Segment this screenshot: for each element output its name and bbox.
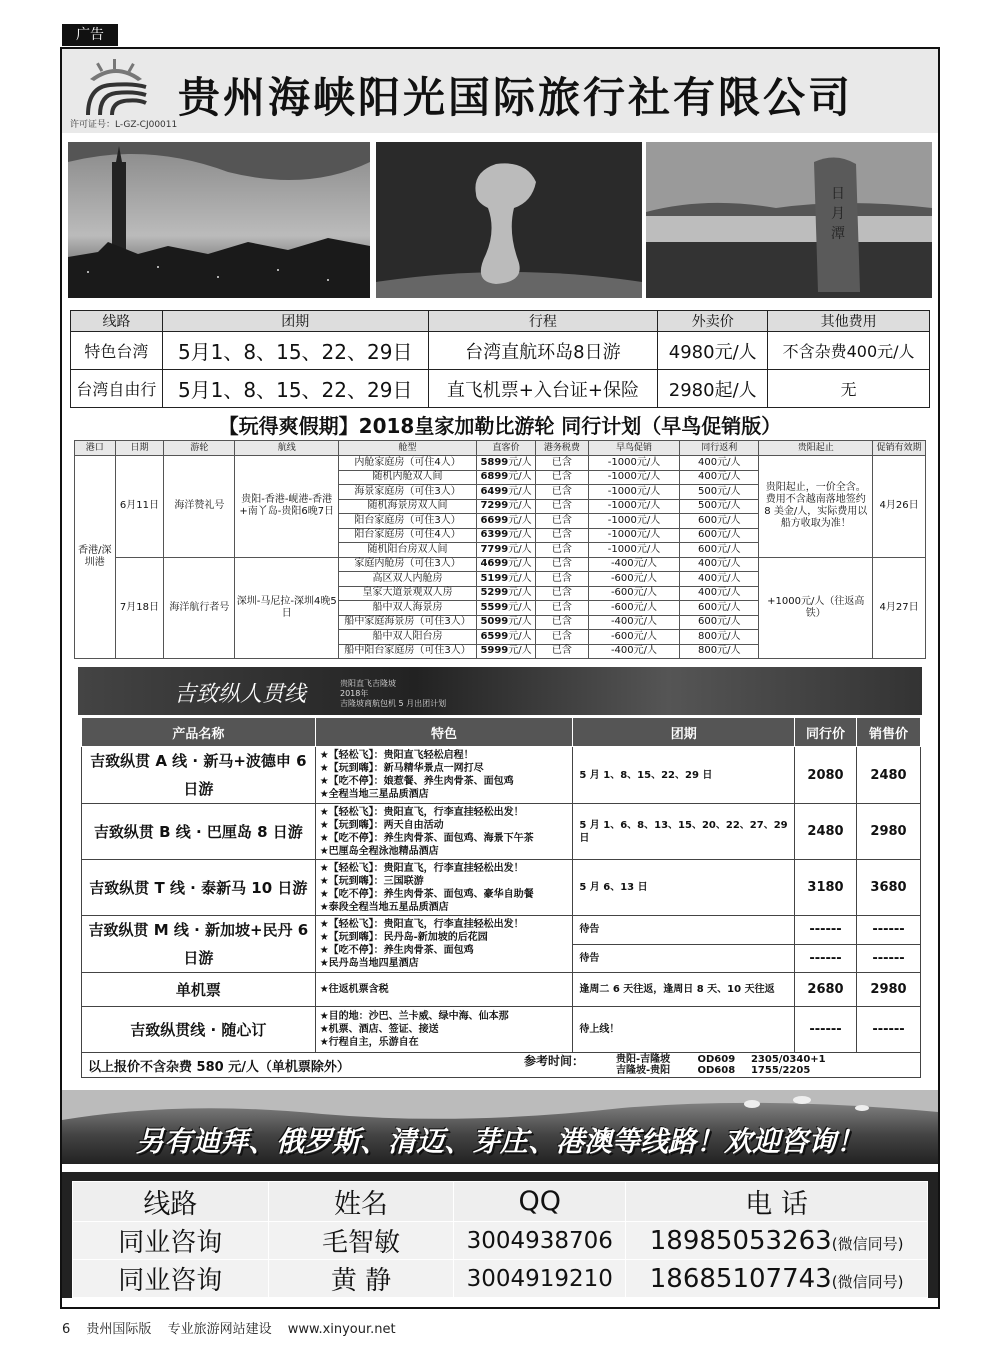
promo-cell: -1000元/人 [588, 470, 679, 485]
cabin-cell: 皇家大道景观双人房 [339, 586, 477, 601]
peer-price: 2080 [795, 747, 857, 804]
promo-cell: -400元/人 [588, 644, 679, 659]
queens-head-rock-photo [376, 142, 642, 298]
price-cell [477, 514, 536, 529]
promo-cell: -400元/人 [588, 615, 679, 630]
col-header: 团期 [573, 718, 795, 747]
product-name: 吉致纵贯 B 线 · 巴厘岛 8 日游 [82, 804, 316, 860]
rebate-cell: 400元/人 [680, 586, 759, 601]
sale-price: ------ [857, 944, 921, 973]
cabin-cell: 内舱家庭房（可住4人） [339, 456, 477, 471]
date-cell: 6月11日 [115, 456, 164, 558]
cabin-cell: 海景家庭房（可住3人） [339, 485, 477, 500]
feature-line: ★【吃不停】：养生肉骨茶、面包鸡、海景下午茶 [319, 832, 534, 844]
price-value: 5299 [480, 587, 509, 599]
footer-url[interactable]: www.xinyour.net [287, 1322, 396, 1337]
guiyang-note-cell: 贵阳起止，一价全含。费用不含越南落地签约 8 美金/人，实际费用以船方收取为准！ [759, 456, 873, 558]
price-cell [477, 528, 536, 543]
contact-table [72, 1181, 928, 1298]
sale-price: 2980 [857, 973, 921, 1007]
tax-cell: 已含 [536, 557, 589, 572]
product-dates: 5 月 1、6、8、13、15、20、22、27、29 日 [573, 804, 795, 860]
tax-cell: 已含 [536, 615, 589, 630]
flight-time: 2305/0340+1 [750, 1054, 826, 1065]
price-value: 4699 [480, 558, 509, 570]
tax-cell: 已含 [536, 601, 589, 616]
promo-cell: -400元/人 [588, 557, 679, 572]
ad-tag: 广告 [62, 24, 118, 46]
col-header: 港口 [75, 441, 116, 456]
feature-line: ★【玩到嗨】：两天自由活动 [319, 819, 444, 831]
contact-phone[interactable]: 18985053263 [649, 1225, 832, 1256]
feature-line: ★【轻松飞】：贵阳直飞，行李直挂轻松出发！ [319, 862, 524, 874]
rebate-cell: 600元/人 [680, 528, 759, 543]
contact-name: 毛智敏 [268, 1222, 454, 1260]
feature-line: ★目的地：沙巴、兰卡威、绿中海、仙本那 [319, 1011, 509, 1022]
price-cell [477, 543, 536, 558]
product-name: 吉致纵贯 T 线 · 泰新马 10 日游 [82, 860, 316, 916]
product-features [315, 747, 573, 804]
promo-cell: -1000元/人 [588, 499, 679, 514]
promo-cell: -1000元/人 [588, 514, 679, 529]
flight-time: 1755/2205 [750, 1065, 811, 1076]
price-cell [477, 586, 536, 601]
rebate-cell: 400元/人 [680, 572, 759, 587]
taiwan-price-table [70, 310, 930, 408]
peer-price: 2480 [795, 804, 857, 860]
feature-line: ★民丹岛当地四星酒店 [319, 958, 419, 969]
price-cell [477, 644, 536, 659]
sale-price: ------ [857, 916, 921, 945]
rebate-cell: 400元/人 [680, 557, 759, 572]
price-unit: 元/人 [508, 514, 532, 526]
feature-line: ★【玩到嗨】：民丹岛-新加坡的后花园 [319, 932, 488, 943]
tax-cell: 已含 [536, 528, 589, 543]
tax-cell: 已含 [536, 543, 589, 558]
cabin-cell: 船中阳台家庭房（可住3人） [339, 644, 477, 659]
surcharge-note: 以上报价不含杂费 580 元/人（单机票除外） [88, 1060, 350, 1075]
contact-phone-cell [626, 1260, 928, 1298]
rebate-cell: 400元/人 [680, 470, 759, 485]
cruise-table [74, 440, 926, 659]
table-row [82, 860, 921, 916]
feature-line: ★往返机票含税 [319, 984, 389, 995]
price-cell: 4980元/人 [658, 332, 768, 370]
tax-cell: 已含 [536, 644, 589, 659]
col-header: QQ [454, 1182, 626, 1222]
peer-price: 3180 [795, 860, 857, 916]
price-cell [477, 485, 536, 500]
rebate-cell: 500元/人 [680, 499, 759, 514]
price-cell [477, 557, 536, 572]
footer-tagline: 专业旅游网站建设 [167, 1322, 272, 1337]
feature-line: ★全程当地三星品质酒店 [319, 789, 429, 800]
svg-text:潭: 潭 [831, 226, 845, 242]
tax-cell: 已含 [536, 572, 589, 587]
cabin-cell: 阳台家庭房（可住3人） [339, 514, 477, 529]
product-features [315, 1007, 573, 1053]
rebate-cell: 800元/人 [680, 630, 759, 645]
col-header: 日期 [115, 441, 164, 456]
trip-cell: 直飞机票+入台证+保险 [428, 370, 658, 408]
product-name: 吉致纵贯 M 线 · 新加坡+民丹 6 日游 [82, 916, 316, 973]
flight-row [616, 1054, 826, 1065]
feature-line: ★【轻松飞】：贵阳直飞，行李直挂轻松出发！ [319, 919, 524, 930]
col-header: 特色 [315, 718, 573, 747]
peer-price: 2680 [795, 973, 857, 1007]
header [62, 49, 938, 133]
price-unit: 元/人 [508, 601, 532, 613]
price-cell [477, 499, 536, 514]
feature-line: ★【玩到嗨】：三国联游 [319, 875, 424, 887]
feature-line: ★【吃不停】：养生肉骨茶、面包鸡 [319, 945, 474, 956]
contact-phone-cell [626, 1222, 928, 1260]
price-cell [477, 572, 536, 587]
cabin-cell: 随机海景房双人间 [339, 499, 477, 514]
price-value: 6599 [480, 630, 509, 642]
contact-qq[interactable]: 3004938706 [454, 1222, 626, 1260]
slogan-text: 另有迪拜、俄罗斯、清迈、芽庄、港澳等线路！欢迎咨询！ [135, 1125, 864, 1158]
col-header: 线路 [71, 311, 163, 332]
tax-cell: 已含 [536, 586, 589, 601]
rebate-cell: 600元/人 [680, 615, 759, 630]
sale-price: 2480 [857, 747, 921, 804]
other-fee-cell: 无 [768, 370, 930, 408]
flight-route: 贵阳-吉隆坡 [616, 1054, 671, 1065]
taipei-101-skyline-photo [68, 142, 370, 298]
table-row [82, 804, 921, 860]
table-header-row [71, 311, 930, 332]
promo-cell: -600元/人 [588, 572, 679, 587]
promo-cell: -1000元/人 [588, 485, 679, 500]
col-header: 产品名称 [82, 718, 316, 747]
price-value: 5199 [480, 572, 509, 584]
product-dates: 待告 [573, 944, 795, 973]
table-header-row [75, 441, 926, 456]
rebate-cell: 600元/人 [680, 543, 759, 558]
price-value: 5599 [480, 601, 509, 613]
product-table [81, 717, 921, 1053]
price-cell [477, 470, 536, 485]
other-fee-cell: 不含杂费400元/人 [768, 332, 930, 370]
sale-price: ------ [857, 1007, 921, 1053]
product-dates: 5 月 1、8、15、22、29 日 [573, 747, 795, 804]
col-header: 电 话 [626, 1182, 928, 1222]
tax-cell: 已含 [536, 470, 589, 485]
price-value: 5999 [480, 645, 509, 657]
col-header: 直客价 [477, 441, 536, 456]
product-features [315, 860, 573, 916]
promo-cell: -600元/人 [588, 630, 679, 645]
feature-line: ★巴厘岛全程泳池精品酒店 [319, 845, 439, 857]
promo-cell: -600元/人 [588, 586, 679, 601]
feature-line: ★泰段全程当地五星品质酒店 [319, 901, 449, 913]
ship-cell: 海洋赞礼号 [164, 456, 235, 558]
col-header: 行程 [428, 311, 658, 332]
price-value: 6699 [480, 514, 509, 526]
page-footer [62, 1318, 408, 1337]
edition-name: 贵州国际版 [86, 1322, 152, 1337]
dates-cell: 5月1、8、15、22、29日 [162, 332, 428, 370]
cabin-cell: 家庭内舱房（可住3人） [339, 557, 477, 572]
col-header: 线路 [73, 1182, 269, 1222]
col-header: 销售价 [857, 718, 921, 747]
feature-line: ★【轻松飞】：贵阳直飞轻松启程！ [319, 750, 474, 761]
col-header: 同行返利 [680, 441, 759, 456]
col-header: 姓名 [268, 1182, 454, 1222]
col-header: 团期 [162, 311, 428, 332]
price-unit: 元/人 [508, 543, 532, 555]
cabin-cell: 船中双人海景房 [339, 601, 477, 616]
route-cell: 贵阳-香港-岘港-香港+南丫岛-贵阳6晚7日 [235, 456, 339, 558]
product-dates: 逢周二 6 天往返，逢周日 8 天、10 天往返 [573, 973, 795, 1007]
promo-cell: -600元/人 [588, 601, 679, 616]
table-row [82, 973, 921, 1007]
date-cell: 7月18日 [115, 557, 164, 659]
cabin-cell: 随机内舱双人间 [339, 470, 477, 485]
table-row [82, 916, 921, 945]
col-header: 外卖价 [658, 311, 768, 332]
peer-price: ------ [795, 916, 857, 945]
col-header: 同行价 [795, 718, 857, 747]
price-unit: 元/人 [508, 558, 532, 570]
sale-price: 3680 [857, 860, 921, 916]
price-unit: 元/人 [508, 587, 532, 599]
peer-price: ------ [795, 1007, 857, 1053]
cabin-cell: 船中家庭海景房（可住3人） [339, 615, 477, 630]
table-row [82, 1007, 921, 1053]
tax-cell: 已含 [536, 630, 589, 645]
cabin-cell: 高区双人内舱房 [339, 572, 477, 587]
contact-qq[interactable]: 3004919210 [454, 1260, 626, 1298]
banner-subtitle-line: 吉隆坡商航包机 5 月出团计划 [340, 699, 447, 708]
feature-line: ★【轻松飞】：贵阳直飞，行李直挂轻松出发！ [319, 806, 524, 818]
col-header: 早鸟促销 [588, 441, 679, 456]
price-unit: 元/人 [508, 630, 532, 642]
price-value: 5099 [480, 616, 509, 628]
product-dates: 待上线！ [573, 1007, 795, 1053]
feature-line: ★行程自主，乐游自在 [319, 1037, 419, 1048]
price-cell [477, 615, 536, 630]
price-unit: 元/人 [508, 616, 532, 628]
product-name: 吉致纵贯 A 线 · 新马+波德申 6 日游 [82, 747, 316, 804]
rebate-cell: 400元/人 [680, 456, 759, 471]
contact-line: 同业咨询 [73, 1222, 269, 1260]
table-header-row [73, 1182, 928, 1222]
price-unit: 元/人 [508, 485, 532, 497]
col-header: 其他费用 [768, 311, 930, 332]
guiyang-note-cell: +1000元/人（往返高铁） [759, 557, 873, 659]
license-number: 许可证号：L-GZ-CJ00011 [70, 120, 178, 130]
table-row [71, 332, 930, 370]
sun-wave-logo-icon [80, 57, 152, 117]
table-row [73, 1222, 928, 1260]
table-row [75, 456, 926, 471]
cabin-cell: 阳台家庭房（可住4人） [339, 528, 477, 543]
col-header: 促销有效期 [873, 441, 926, 456]
line-cell: 台湾自由行 [71, 370, 163, 408]
table-row [71, 370, 930, 408]
rebate-cell: 600元/人 [680, 514, 759, 529]
price-cell [477, 601, 536, 616]
flight-row [616, 1065, 826, 1076]
table-row [82, 747, 921, 804]
col-header: 舱型 [339, 441, 477, 456]
col-header: 航线 [235, 441, 339, 456]
ship-cell: 海洋航行者号 [164, 557, 235, 659]
product-name: 单机票 [82, 973, 316, 1007]
tax-cell: 已含 [536, 499, 589, 514]
table-header-row [82, 718, 921, 747]
flight-code: OD608 [697, 1065, 736, 1076]
price-value: 6399 [480, 529, 509, 541]
company-name: 贵州海峡阳光国际旅行社有限公司 [178, 73, 854, 122]
price-value: 5899 [480, 456, 509, 468]
product-features [315, 804, 573, 860]
peer-price: ------ [795, 944, 857, 973]
cruise-title: 【玩得爽假期】2018皇家加勒比游轮 同行计划（早鸟促销版） [218, 414, 782, 438]
trip-cell: 台湾直航环岛8日游 [428, 332, 658, 370]
price-unit: 元/人 [508, 500, 532, 512]
price-unit: 元/人 [508, 471, 532, 483]
contact-line: 同业咨询 [73, 1260, 269, 1298]
tax-cell: 已含 [536, 456, 589, 471]
feature-line: ★【吃不停】：娘惹餐、养生肉骨茶、面包鸡 [319, 776, 514, 787]
banner-subtitle-line: 贵阳直飞吉隆坡 [340, 679, 396, 688]
col-header: 游轮 [164, 441, 235, 456]
product-name: 吉致纵贯线 · 随心订 [82, 1007, 316, 1053]
tax-cell: 已含 [536, 485, 589, 500]
contact-name: 黄 静 [268, 1260, 454, 1298]
col-header: 贵阳起止 [759, 441, 873, 456]
product-dates: 5 月 6、13 日 [573, 860, 795, 916]
sun-moon-lake-photo [646, 142, 932, 298]
price-unit: 元/人 [508, 456, 532, 468]
price-cell: 2980起/人 [658, 370, 768, 408]
product-features [315, 916, 573, 973]
svg-text:月: 月 [831, 206, 845, 222]
valid-date-cell: 4月27日 [873, 557, 926, 659]
wechat-note: (微信同号) [831, 1272, 904, 1291]
banner-subtitle [340, 679, 446, 709]
price-cell [477, 456, 536, 471]
cabin-cell: 随机阳台房双人间 [339, 543, 477, 558]
feature-line: ★机票、酒店、签证、接送 [319, 1024, 439, 1035]
price-value: 7799 [480, 543, 509, 555]
feature-line: ★【吃不停】：养生肉骨茶、面包鸡、豪华自助餐 [319, 888, 534, 900]
svg-text:日: 日 [831, 186, 845, 202]
promo-cell: -1000元/人 [588, 456, 679, 471]
wechat-note: (微信同号) [831, 1234, 904, 1253]
product-dates: 待告 [573, 916, 795, 945]
price-value: 7299 [480, 500, 509, 512]
flight-code: OD609 [697, 1054, 736, 1065]
flight-route: 吉隆坡-贵阳 [616, 1065, 671, 1076]
price-value: 6899 [480, 471, 509, 483]
price-unit: 元/人 [508, 645, 532, 657]
valid-date-cell: 4月26日 [873, 456, 926, 558]
promo-cell: -1000元/人 [588, 528, 679, 543]
banner-subtitle-line: 2018年 [340, 689, 369, 698]
sale-price: 2980 [857, 804, 921, 860]
rebate-cell: 800元/人 [680, 644, 759, 659]
reference-time-label: 参考时间： [524, 1054, 585, 1068]
table-row [73, 1260, 928, 1298]
price-unit: 元/人 [508, 529, 532, 541]
price-unit: 元/人 [508, 572, 532, 584]
promo-cell: -1000元/人 [588, 543, 679, 558]
line-cell: 特色台湾 [71, 332, 163, 370]
feature-line: ★【玩到嗨】：新马精华景点一网打尽 [319, 763, 484, 774]
tax-cell: 已含 [536, 514, 589, 529]
col-header: 港务税费 [536, 441, 589, 456]
page-number: 6 [62, 1322, 71, 1337]
flight-times [616, 1054, 826, 1076]
banner-brand-logo: 吉致纵人贯线 [174, 682, 307, 707]
dates-cell: 5月1、8、15、22、29日 [162, 370, 428, 408]
product-banner [78, 667, 922, 715]
cabin-cell: 船中双人阳台房 [339, 630, 477, 645]
slogan-banner [62, 1090, 938, 1164]
contact-phone[interactable]: 18685107743 [649, 1263, 832, 1294]
price-value: 6499 [480, 485, 509, 497]
product-features [315, 973, 573, 1007]
table-row [75, 557, 926, 572]
price-cell [477, 630, 536, 645]
port-cell: 香港/深圳港 [75, 456, 116, 659]
rebate-cell: 500元/人 [680, 485, 759, 500]
route-cell: 深圳-马尼拉-深圳4晚5日 [235, 557, 339, 659]
rebate-cell: 600元/人 [680, 601, 759, 616]
product-table-footer [81, 1052, 921, 1078]
